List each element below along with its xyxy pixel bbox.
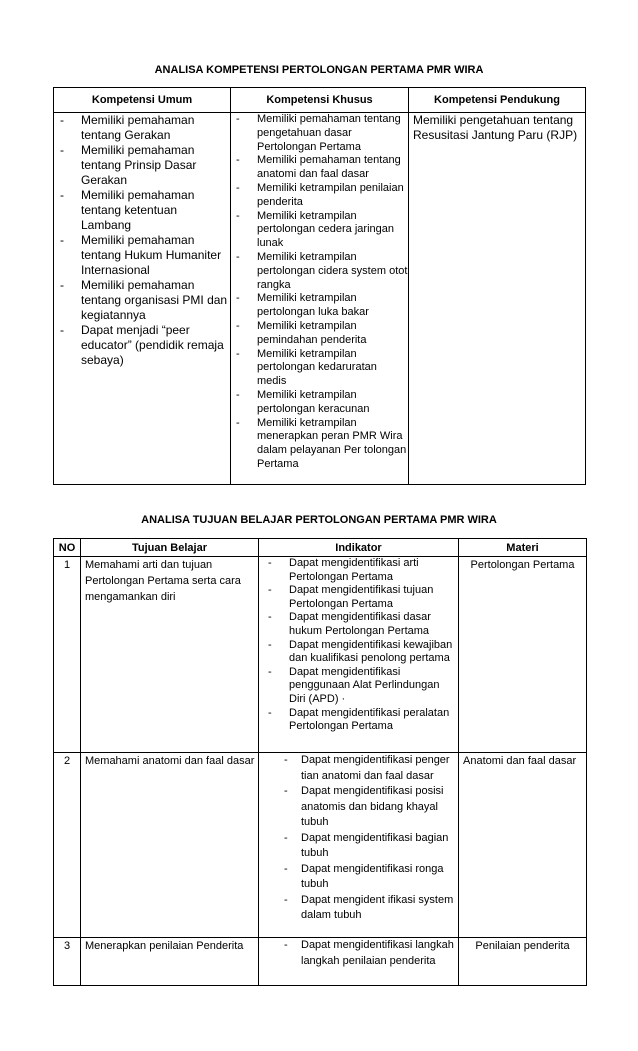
list-item: - Memiliki ketrampilan menerapkan peran PMR Wira dalam pelayanan Per tolongan Pertama <box>257 417 408 472</box>
list-item: - Memiliki ketrampilan pertolongan cidera system otot rangka <box>257 251 408 292</box>
indikator-list <box>259 753 458 924</box>
header-no: NO <box>54 539 81 557</box>
indikator-list <box>259 557 458 734</box>
list-item: - Memiliki pemahaman tentang Hukum Humaniter Internasional <box>81 233 230 278</box>
materi-cell: Anatomi dan faal dasar <box>459 753 587 938</box>
table-row <box>54 938 587 986</box>
list-item: - Dapat mengidentifikasi arti Pertolongan Pertama <box>289 557 458 584</box>
header-kompetensi-khusus: Kompetensi Khusus <box>231 88 409 113</box>
header-materi: Materi <box>459 539 587 557</box>
list-item: - Dapat mengidentifikasi peralatan Pertolongan Pertama <box>289 707 458 734</box>
header-tujuan-belajar: Tujuan Belajar <box>81 539 259 557</box>
list-item: - Dapat mengidentifikasi posisi anatomis dan bidang khayal tubuh <box>301 784 458 831</box>
kompetensi-umum-list <box>54 113 230 368</box>
list-item: - Memiliki pemahaman tentang pengetahuan dasar Pertolongan Pertama <box>257 113 408 154</box>
list-item: - Memiliki ketrampilan pertolongan kedaruratan medis <box>257 348 408 389</box>
tujuan-cell: Memahami anatomi dan faal dasar <box>81 753 259 938</box>
tujuan-belajar-table <box>53 538 587 986</box>
kompetensi-khusus-cell <box>231 113 409 485</box>
header-indikator: Indikator <box>259 539 459 557</box>
list-item: - Dapat mengidentifikasi ronga tubuh <box>301 862 458 893</box>
table-row <box>54 753 587 938</box>
indikator-cell <box>259 753 459 938</box>
row-number: 2 <box>54 753 81 938</box>
table-row <box>54 557 587 753</box>
list-item: - Dapat mengidentifikasi langkah langkah penilaian penderita <box>301 938 458 969</box>
list-item: - Memiliki ketrampilan pemindahan penderita <box>257 320 408 348</box>
list-item: - Memiliki pemahaman tentang anatomi dan faal dasar <box>257 154 408 182</box>
kompetensi-body-row <box>54 113 586 485</box>
tujuan-header-row <box>54 539 587 557</box>
list-item: - Dapat mengidentifikasi tujuan Pertolongan Pertama <box>289 584 458 611</box>
materi-cell: Pertolongan Pertama <box>459 557 587 753</box>
list-item: - Memiliki pemahaman tentang ketentuan Lambang <box>81 188 230 233</box>
list-item: - Dapat menjadi “peer educator” (pendidik remaja sebaya) <box>81 323 230 368</box>
list-item: - Memiliki ketrampilan pertolongan luka bakar <box>257 292 408 320</box>
list-item: - Dapat mengidentifikasi kewajiban dan kualifikasi penolong pertama <box>289 639 458 666</box>
kompetensi-header-row <box>54 88 586 113</box>
list-item: - Memiliki ketrampilan penilaian penderita <box>257 182 408 210</box>
list-item: - Memiliki pemahaman tentang organisasi PMI dan kegiatannya <box>81 278 230 323</box>
indikator-cell <box>259 557 459 753</box>
list-item: - Memiliki pemahaman tentang Gerakan <box>81 113 230 143</box>
header-kompetensi-umum: Kompetensi Umum <box>54 88 231 113</box>
title-tujuan-belajar: ANALISA TUJUAN BELAJAR PERTOLONGAN PERTAMA PMR WIRA <box>141 514 497 526</box>
list-item: - Dapat mengidentifikasi dasar hukum Pertolongan Pertama <box>289 611 458 638</box>
kompetensi-table <box>53 87 586 485</box>
list-item: - Dapat mengidentifikasi penger tian anatomi dan faal dasar <box>301 753 458 784</box>
kompetensi-umum-cell <box>54 113 231 485</box>
title-kompetensi: ANALISA KOMPETENSI PERTOLONGAN PERTAMA PMR WIRA <box>154 64 484 76</box>
kompetensi-khusus-list <box>231 113 408 472</box>
list-item: - Memiliki pemahaman tentang Prinsip Dasar Gerakan <box>81 143 230 188</box>
list-item: - Memiliki ketrampilan pertolongan cedera jaringan lunak <box>257 210 408 251</box>
indikator-list <box>259 938 458 969</box>
row-number: 1 <box>54 557 81 753</box>
tujuan-cell: Memahami arti dan tujuan Pertolongan Pertama serta cara mengamankan diri <box>81 557 259 753</box>
list-item: - Dapat mengidentifikasi bagian tubuh <box>301 831 458 862</box>
tujuan-cell: Menerapkan penilaian Penderita <box>81 938 259 986</box>
list-item: - Memiliki ketrampilan pertolongan keracunan <box>257 389 408 417</box>
indikator-cell <box>259 938 459 986</box>
materi-cell: Penilaian penderita <box>459 938 587 986</box>
kompetensi-pendukung-cell: Memiliki pengetahuan tentang Resusitasi Jantung Paru (RJP) <box>409 113 586 485</box>
list-item: - Dapat mengidentifikasi penggunaan Alat Perlindungan Diri (APD) · <box>289 666 458 707</box>
row-number: 3 <box>54 938 81 986</box>
header-kompetensi-pendukung: Kompetensi Pendukung <box>409 88 586 113</box>
list-item: - Dapat mengident ifikasi system dalam tubuh <box>301 893 458 924</box>
